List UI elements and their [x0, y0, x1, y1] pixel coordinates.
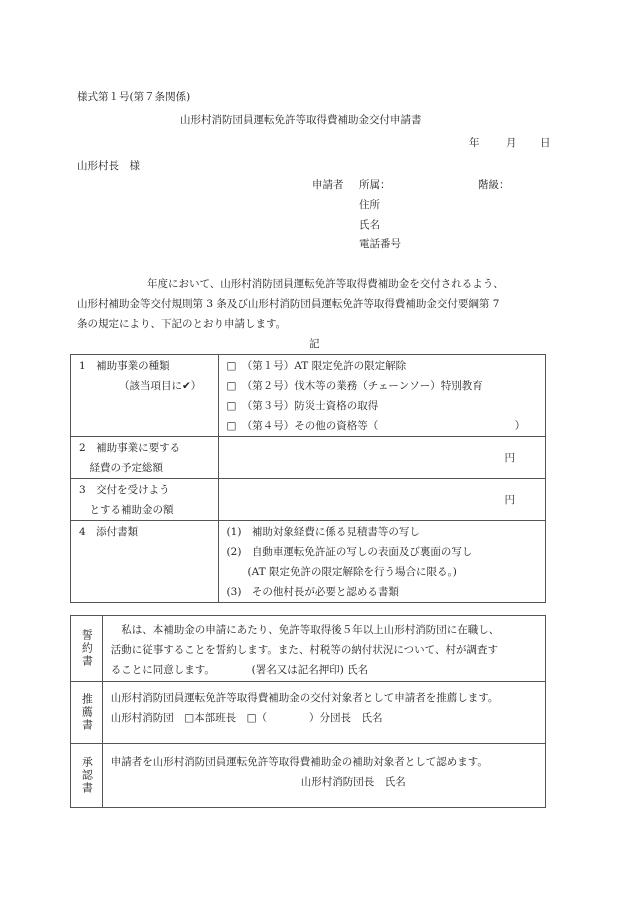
- table-row: [71, 437, 546, 479]
- body-line-2: 山形村補助金等交付規則第 3 条及び山形村消防団員運転免許等取得費補助金交付要綱第 7: [77, 298, 500, 310]
- recommendation-body-cell: [102, 682, 545, 744]
- attachment-item: (1) 補助対象経費に係る見積書等の写し: [226, 526, 420, 538]
- row4-label-cell: [71, 521, 219, 603]
- recommendation-label: 推薦書: [80, 693, 94, 732]
- approval-label: 承認書: [80, 756, 94, 795]
- date-day: 日: [540, 137, 551, 149]
- phone-field: 電話番号: [359, 238, 401, 250]
- row2-amount-cell[interactable]: [218, 437, 545, 479]
- form-number: 様式第１号(第７条関係): [77, 91, 191, 103]
- option-chainsaw[interactable]: □ （第２号）伐木等の業務（チェーンソー）特別教育: [226, 380, 483, 392]
- recommendation-row: [71, 682, 546, 744]
- row1-label: 1 補助事業の種類: [79, 360, 170, 372]
- form-title: 山形村消防団員運転免許等取得費補助金交付申請書: [180, 114, 422, 126]
- pledge-table: [70, 615, 546, 808]
- body-line-3: 条の規定により、下記のとおり申請します。: [77, 318, 287, 330]
- approval-line-1: 申請者を山形村消防団員運転免許等取得費補助金の補助対象者として認めます。: [110, 756, 488, 768]
- row2-label-cell: [71, 437, 219, 479]
- row3-amount-cell[interactable]: [218, 479, 545, 521]
- pledge-line-2: 活動に従事することを誓約します。また、村税等の納付状況について、村が調査す: [110, 644, 498, 656]
- attachment-item: (2) 自動車運転免許証の写しの表面及び裏面の写し: [226, 546, 473, 558]
- ki-heading: 記: [309, 338, 320, 350]
- table-row: [71, 479, 546, 521]
- applicant-label: 申請者: [312, 179, 344, 191]
- row3-label-2: とする補助金の額: [79, 504, 174, 516]
- approval-row: [71, 744, 546, 808]
- attachment-item: (3) その他村長が必要と認める書類: [226, 586, 399, 598]
- pledge-line-1: 私は、本補助金の申請にあたり、免許等取得後５年以上山形村消防団に在職し、: [110, 624, 500, 636]
- approval-label-cell: [71, 744, 103, 808]
- attachment-item: (AT 限定免許の限定解除を行う場合に限る。): [226, 566, 457, 578]
- row3-label-1: 3 交付を受けよう: [79, 484, 170, 496]
- table-row: [71, 355, 546, 437]
- approval-body-cell: [102, 744, 545, 808]
- date-month: 月: [506, 137, 517, 149]
- row1-sublabel: （該当項目に✔）: [119, 380, 202, 392]
- row4-label: 4 添付書類: [79, 526, 139, 538]
- approval-line-2: 山形村消防団長 氏名: [300, 776, 406, 788]
- recommendation-line-2[interactable]: 山形村消防団 □本部班長 □（ ）分団長 氏名: [110, 712, 383, 724]
- option-other[interactable]: □ （第４号）その他の資格等（ ）: [226, 420, 526, 432]
- table-row: [71, 521, 546, 603]
- row2-label-2: 経費の予定総額: [79, 462, 163, 474]
- date-year: 年: [469, 137, 480, 149]
- address-field: 住所: [359, 199, 380, 211]
- row3-label-cell: [71, 479, 219, 521]
- row1-label-cell: [71, 355, 219, 437]
- pledge-label: 誓約書: [80, 629, 94, 668]
- body-line-1: 年度において、山形村消防団員運転免許等取得費補助金を交付されるよう、: [147, 278, 504, 290]
- rank-field: 階級：: [478, 179, 510, 191]
- row4-items-cell: [218, 521, 545, 603]
- row2-label-1: 2 補助事業に要する: [79, 442, 181, 454]
- recommendation-line-1: 山形村消防団員運転免許等取得費補助金の交付対象者として申請者を推薦します。: [110, 692, 499, 704]
- recommendation-label-cell: [71, 682, 103, 744]
- pledge-label-cell: [71, 616, 103, 682]
- addressee: 山形村長 様: [77, 160, 140, 172]
- main-table: [70, 354, 546, 603]
- pledge-row: [71, 616, 546, 682]
- affiliation-field: 所属：: [359, 179, 391, 191]
- pledge-line-3: ることに同意します。 (署名又は記名押印) 氏名: [110, 664, 369, 676]
- row3-unit: 円: [504, 493, 515, 506]
- row2-unit: 円: [504, 451, 515, 464]
- pledge-body-cell: [102, 616, 545, 682]
- name-field: 氏名: [359, 219, 380, 231]
- row1-options-cell: [218, 355, 545, 437]
- option-at-license[interactable]: □ （第１号）AT 限定免許の限定解除: [226, 360, 407, 372]
- option-disaster-prevention[interactable]: □ （第３号）防災士資格の取得: [226, 400, 379, 412]
